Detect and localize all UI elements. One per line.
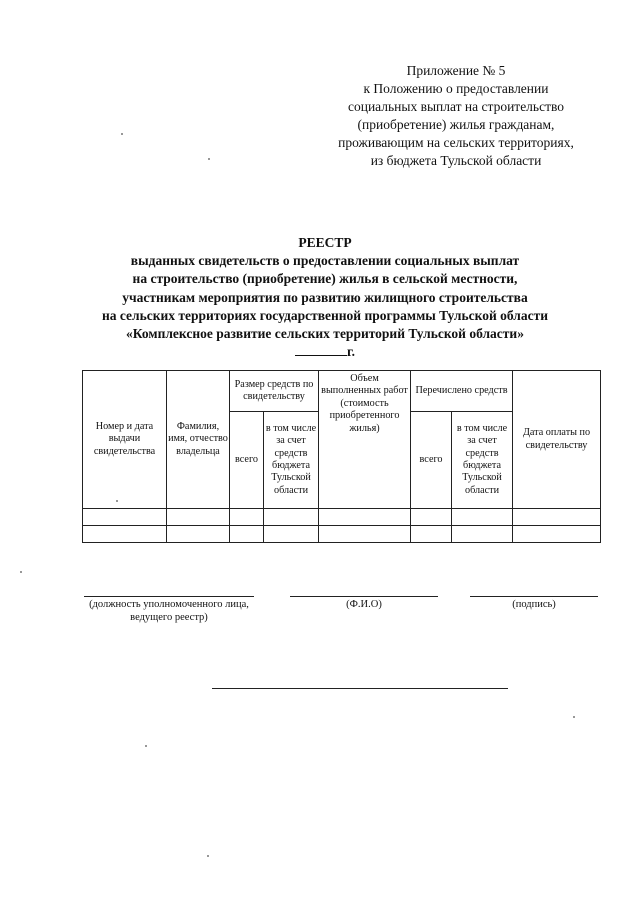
table-cell xyxy=(319,526,411,543)
signature-label: (подпись) xyxy=(512,599,556,610)
table-cell xyxy=(513,509,601,526)
table-cell xyxy=(452,509,513,526)
header-transferred-regional: в том числе за счет средств бюджета Тульской области xyxy=(452,412,513,509)
scan-speck xyxy=(208,158,210,160)
header-transferred: Перечислено средств xyxy=(411,371,513,412)
document-title: РЕЕСТР xyxy=(298,235,352,250)
table-cell xyxy=(167,526,230,543)
year-line xyxy=(60,343,590,361)
scan-speck xyxy=(573,716,575,718)
scan-speck xyxy=(207,855,209,857)
signature-line xyxy=(470,596,598,597)
header-transferred-total: всего xyxy=(411,412,452,509)
table-cell xyxy=(319,509,411,526)
document-heading xyxy=(60,234,590,361)
table-cell xyxy=(452,526,513,543)
name-label: (Ф.И.О) xyxy=(346,599,382,610)
heading-line: участникам мероприятия по развитию жилищного строительства xyxy=(122,289,528,305)
heading-line: на сельских территориях государственной программы Тульской области xyxy=(101,307,549,323)
scan-speck xyxy=(145,745,147,747)
heading-line: «Комплексное развитие сельских территорий Тульской области» xyxy=(126,326,524,342)
appendix-line: социальных выплат на строительство xyxy=(347,99,565,114)
table-row xyxy=(83,526,601,543)
header-amount-regional: в том числе за счет средств бюджета Тульской области xyxy=(264,412,319,509)
appendix-line: (приобретение) жилья гражданам, xyxy=(357,117,555,132)
header-amount: Размер средств по свидетельству xyxy=(230,371,319,412)
scan-speck xyxy=(20,571,22,573)
header-amount-total: всего xyxy=(230,412,264,509)
position-label: (должность уполномоченного лица, ведущего реестр) xyxy=(89,599,249,623)
header-owner: Фамилия, имя, отчество владельца xyxy=(167,371,230,509)
heading-line: на строительство (приобретение) жилья в сельской местности, xyxy=(132,271,518,287)
appendix-block xyxy=(318,62,594,170)
table-cell xyxy=(83,509,167,526)
position-signature-line xyxy=(84,596,254,597)
header-payment-date: Дата оплаты по свидетельству xyxy=(513,371,601,509)
table-row xyxy=(83,509,601,526)
appendix-line: Приложение № 5 xyxy=(406,63,506,78)
year-blank xyxy=(295,343,347,356)
appendix-line: из бюджета Тульской области xyxy=(370,153,542,168)
table-cell xyxy=(83,526,167,543)
table-cell xyxy=(230,509,264,526)
heading-line: выданных свидетельств о предоставлении социальных выплат xyxy=(130,253,520,269)
table-cell xyxy=(264,526,319,543)
registry-table xyxy=(82,370,601,543)
table-cell xyxy=(264,509,319,526)
scan-speck xyxy=(116,500,118,502)
scan-speck xyxy=(121,133,123,135)
header-number-date: Номер и дата выдачи свидетельства xyxy=(83,371,167,509)
appendix-line: проживающим на сельских территориях, xyxy=(338,135,574,150)
table-cell xyxy=(411,526,452,543)
name-signature-line xyxy=(290,596,438,597)
table-cell xyxy=(411,509,452,526)
bottom-divider-line xyxy=(212,688,508,689)
year-suffix: г. xyxy=(347,344,355,360)
table-cell xyxy=(230,526,264,543)
header-works: Объем выполненных работ (стоимость приобретенного жилья) xyxy=(319,371,411,509)
table-cell xyxy=(167,509,230,526)
appendix-line: к Положению о предоставлении xyxy=(363,81,549,96)
table-cell xyxy=(513,526,601,543)
